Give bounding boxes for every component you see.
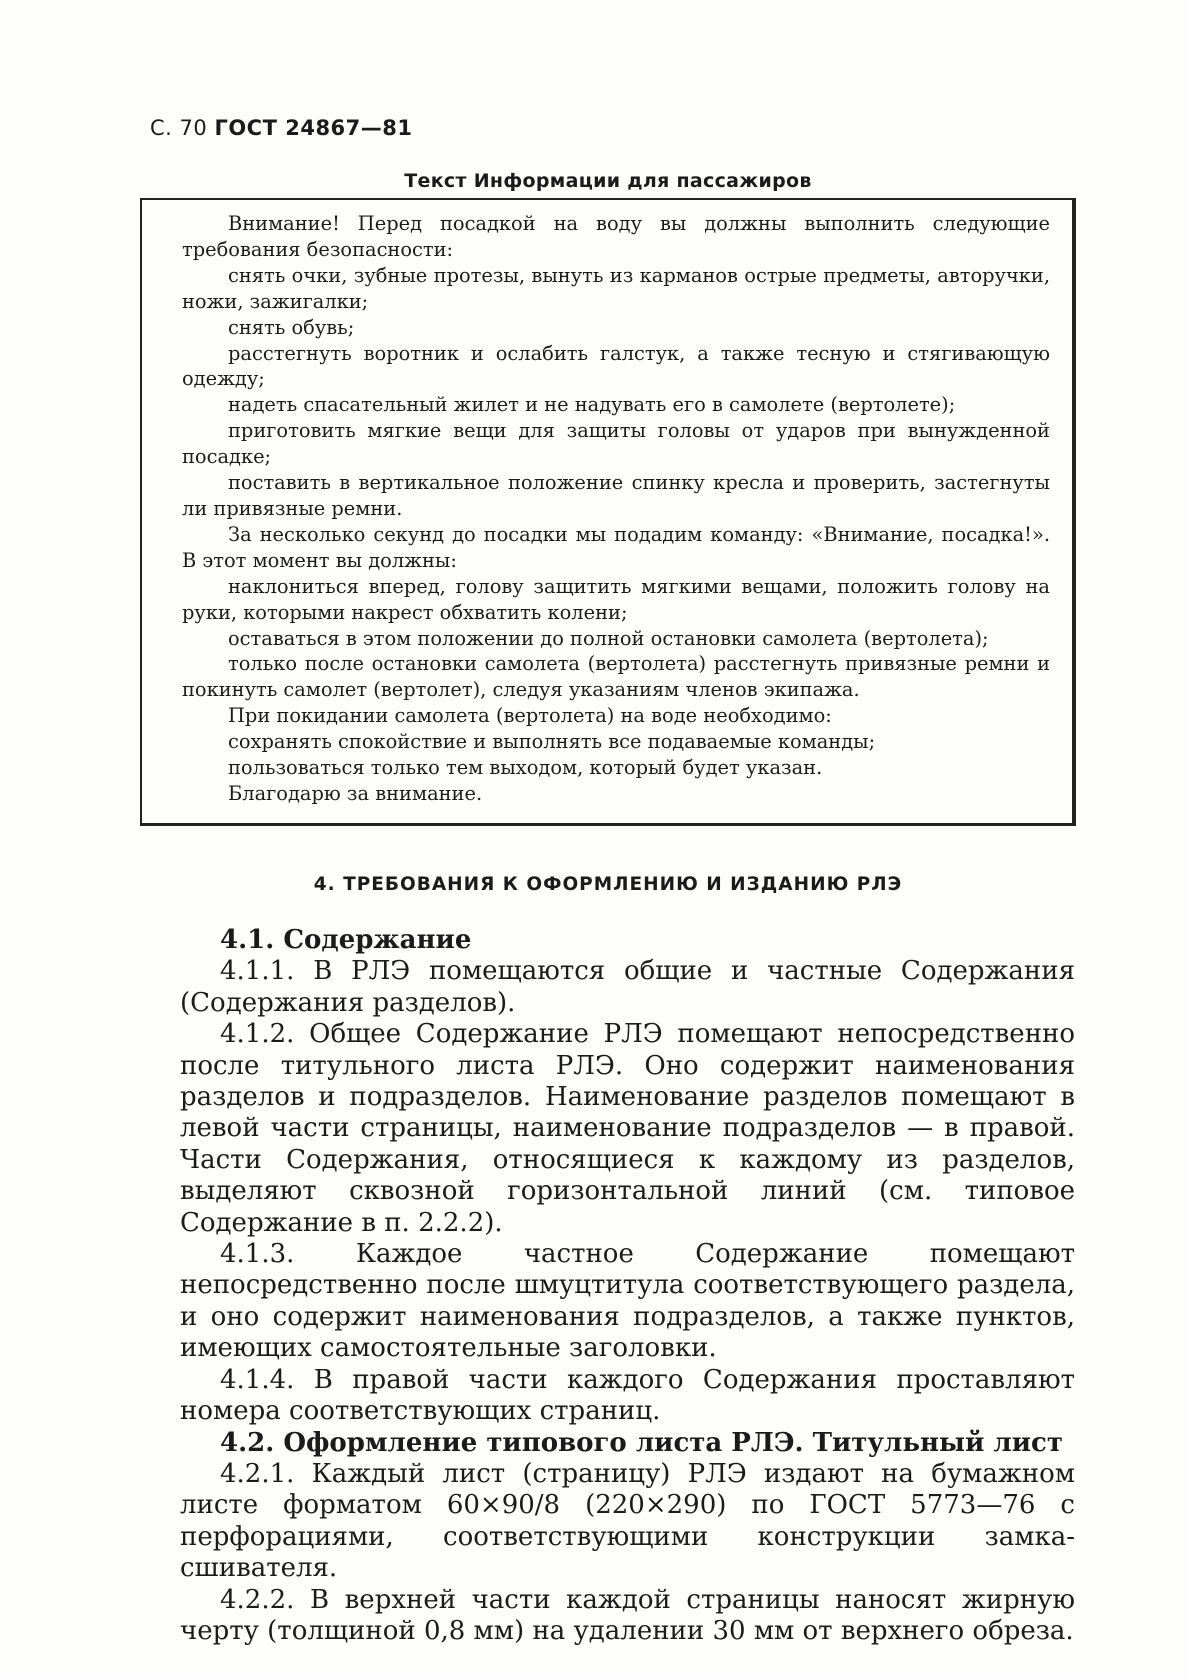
- info-paragraph: наклониться вперед, голову защитить мягкими вещами, положить голову на руки, которыми накрест обхватить колени;: [182, 574, 1050, 624]
- clause-paragraph: 4.1.3. Каждое частное Содержание помещают непосредственно после шмуцтитула соответствующего раздела, и оно содержит наименования подразделов, а также пунктов, имеющих самостоятельные заголовки.: [180, 1239, 1075, 1364]
- info-title: Текст Информации для пассажиров: [404, 170, 812, 192]
- section-heading: 4. ТРЕБОВАНИЯ К ОФОРМЛЕНИЮ И ИЗДАНИЮ РЛЭ: [313, 874, 903, 895]
- info-paragraph: При покидании самолета (вертолета) на воде необходимо:: [228, 704, 832, 728]
- info-paragraph: оставаться в этом положении до полной остановки самолета (вертолета);: [228, 626, 989, 650]
- info-paragraph: пользоваться только тем выходом, который будет указан.: [228, 756, 823, 780]
- info-paragraph: Благодарю за внимание.: [228, 781, 483, 805]
- info-paragraph: снять очки, зубные протезы, вынуть из карманов острые предметы, авторучки, ножи, зажигалки;: [182, 263, 1050, 313]
- page-header: [150, 116, 413, 140]
- info-paragraph: Внимание! Перед посадкой на воду вы должны выполнить следующие требования безопасности:: [182, 212, 1050, 261]
- info-paragraph: расстегнуть воротник и ослабить галстук, а также тесную и стягивающую одежду;: [182, 341, 1050, 391]
- clause-paragraph: 4.1.2. Общее Содержание РЛЭ помещают непосредственно после титульного листа РЛЭ. Оно содержит наименования разделов и подразделов. Наименование разделов помещают в левой части страницы, наименование подразделов — в правой. Части Содержания, относящиеся к каждому из разделов, выделяют сквозной горизонтальной линий (см. типовое Содержание в п. 2.2.2).: [180, 1019, 1075, 1238]
- info-paragraph: поставить в вертикальное положение спинку кресла и проверить, застегнуты ли привязные ремни.: [182, 471, 1050, 520]
- info-paragraph: За несколько секунд до посадки мы подадим команду: «Внимание, посадка!». В этот момент вы должны:: [182, 522, 1050, 572]
- info-paragraph: приготовить мягкие вещи для защиты головы от ударов при вынужденной посадке;: [182, 419, 1050, 469]
- info-paragraph: сохранять спокойствие и выполнять все подаваемые команды;: [228, 730, 876, 754]
- clause-paragraph: 4.2.1. Каждый лист (страницу) РЛЭ издают на бумажном листе форматом 60×90/8 (220×290) по ГОСТ 5773—76 с перфорациями, соответствующими конструкции замка-сшивателя.: [180, 1458, 1075, 1584]
- info-paragraph: надеть спасательный жилет и не надувать его в самолете (вертолете);: [228, 393, 956, 417]
- subsection-heading: 4.1. Содержание: [220, 925, 472, 955]
- clause-paragraph: 4.2.2. В верхней части каждой страницы наносят жирную черту (толщиной 0,8 мм) на удалении 30 мм от верхнего обреза.: [180, 1584, 1075, 1646]
- subsection-heading: 4.2. Оформление типового листа РЛЭ. Титульный лист: [220, 1427, 1063, 1458]
- info-paragraph: только после остановки самолета (вертолета) расстегнуть привязные ремни и покинуть самолет (вертолет), следуя указаниям членов экипажа.: [182, 652, 1050, 702]
- section-body: [180, 925, 1075, 1647]
- passenger-info-box: [140, 198, 1076, 826]
- standard-code: ГОСТ 24867—81: [214, 116, 413, 140]
- clause-paragraph: 4.1.1. В РЛЭ помещаются общие и частные Содержания (Содержания разделов).: [180, 956, 1075, 1018]
- page-number: С. 70: [150, 116, 208, 140]
- info-paragraph: снять обувь;: [228, 315, 355, 339]
- clause-paragraph: 4.1.4. В правой части каждого Содержания проставляют номера соответствующих страниц.: [180, 1364, 1075, 1427]
